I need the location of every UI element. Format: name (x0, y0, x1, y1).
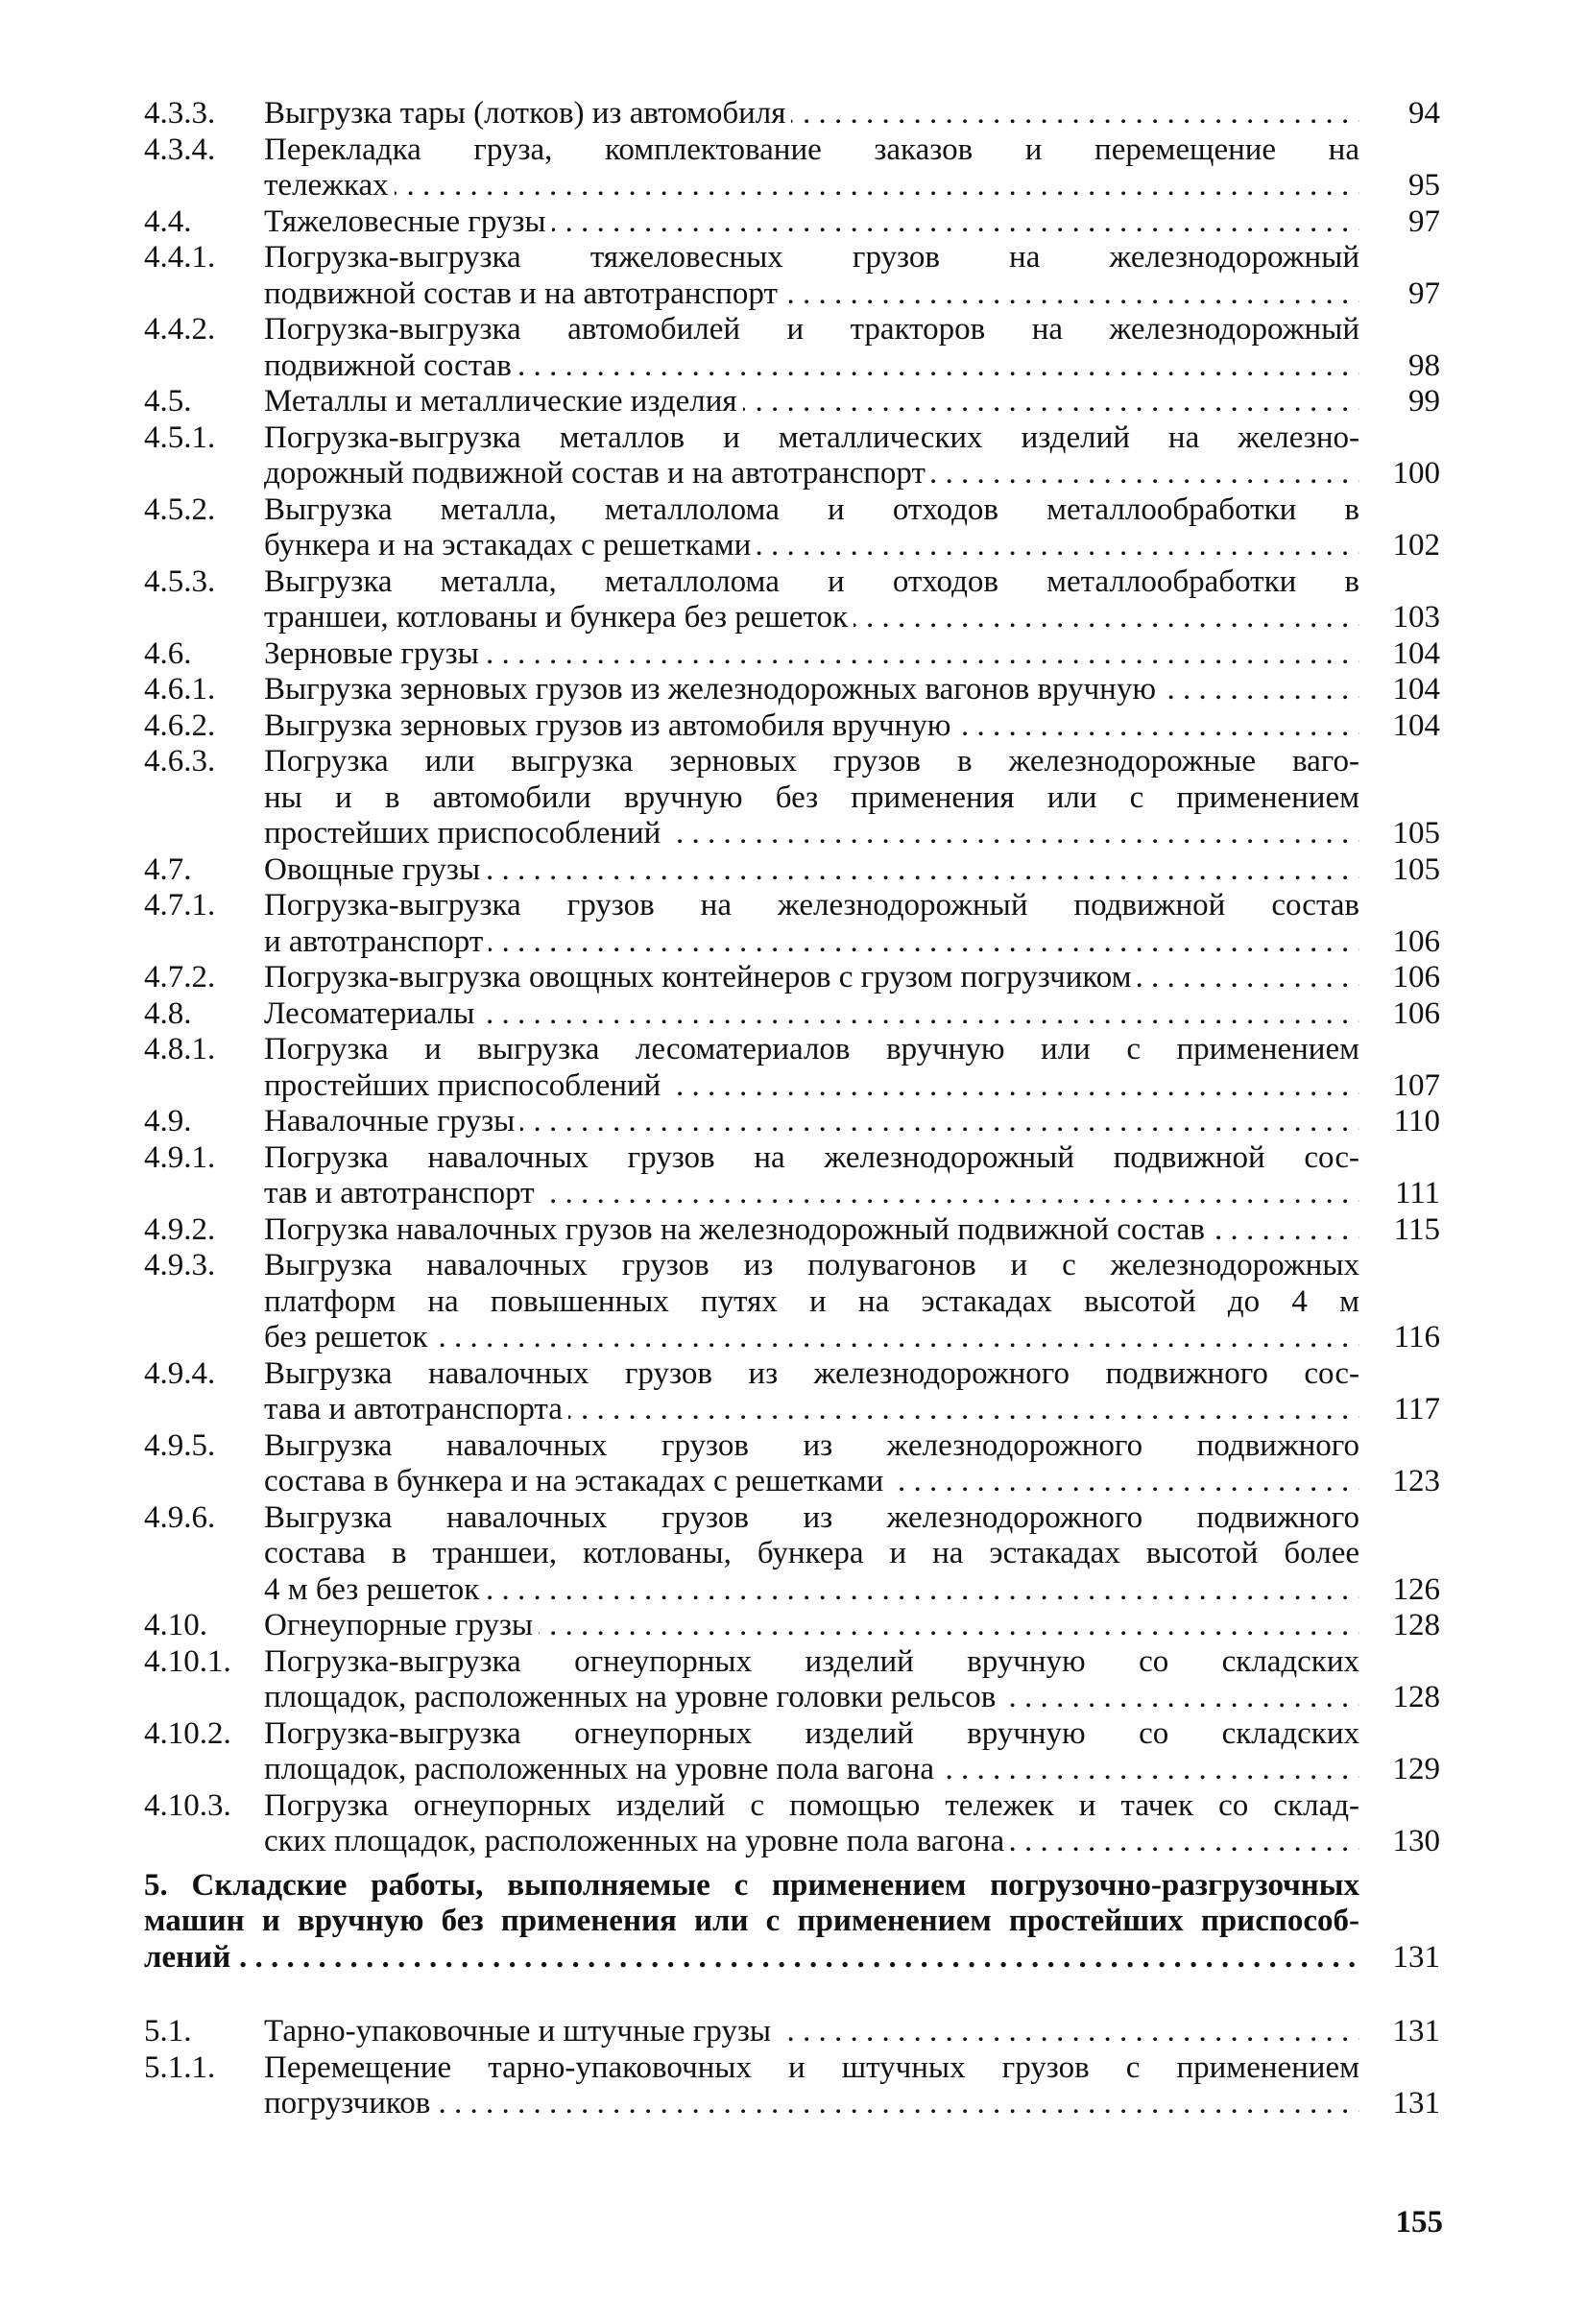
section-5-title (144, 1868, 1365, 1977)
toc-entry-title-text: Погрузка навалочных грузов на железнодорожный подвижной состав (264, 1212, 1211, 1247)
toc-entry-title-text: и автотранспорт (264, 924, 489, 959)
toc-section-4 (144, 96, 1440, 1860)
toc-entry-title (264, 564, 1365, 636)
toc-entry-page: 107 (1392, 1067, 1440, 1103)
toc-entry (144, 852, 1440, 889)
toc-entry-title-last-line (264, 996, 1359, 1033)
section-5-page: 131 (1392, 1939, 1440, 1975)
toc-entry-title (264, 1212, 1365, 1249)
toc-entry-page: 95 (1408, 168, 1440, 203)
toc-entry-page: 106 (1392, 923, 1440, 959)
toc-entry-title (264, 240, 1365, 312)
toc-entry-page: 104 (1392, 707, 1440, 743)
toc-entry-number: 4.9.5. (144, 1427, 216, 1463)
toc-entry (144, 132, 1440, 204)
toc-entry-number: 4.9.1. (144, 1139, 216, 1175)
toc-entry-title-text: простейших приспособлений (264, 1068, 666, 1103)
toc-entry-title (264, 1356, 1365, 1428)
toc-entry-title-line: платформ на повышенных путях и на эстакадах высотой до 4 м (264, 1283, 1359, 1319)
toc-entry-title-line: Выгрузка металла, металлолома и отходов металлообработки в (264, 491, 1359, 527)
toc-entry-title-last-line (264, 924, 1359, 961)
toc-entry-title-line: Выгрузка навалочных грузов из железнодорожного подвижного сос- (264, 1355, 1359, 1391)
toc-entry-title-text: ских площадок, расположенных на уровне пола вагона (264, 1824, 1010, 1858)
toc-entry (144, 1356, 1440, 1428)
toc-entry-title (264, 204, 1365, 241)
toc-entry-page: 97 (1408, 204, 1440, 239)
toc-entry-page: 97 (1408, 276, 1440, 311)
toc-entry-page: 103 (1392, 600, 1440, 635)
toc-entry-number: 4.7. (144, 851, 192, 887)
toc-entry-page: 99 (1408, 384, 1440, 419)
toc-entry-title-line: Перекладка груза, комплектование заказов и перемещение на (264, 132, 1359, 167)
toc-entry-title-last-line (264, 168, 1359, 204)
toc-entry (144, 492, 1440, 564)
toc-entry-title-text: тава и автотранспорта (264, 1392, 568, 1426)
toc-entry-number: 4.6.2. (144, 707, 216, 743)
toc-entry-page: 115 (1393, 1211, 1440, 1247)
toc-entry-title-text: бункера и на эстакадах с решетками (264, 528, 757, 563)
toc-entry-title-line: Погрузка-выгрузка автомобилей и тракторов на железнодорожный (264, 312, 1359, 347)
toc-entry-title-text: погрузчиков (264, 2086, 436, 2120)
toc-entry-title (264, 1032, 1365, 1104)
toc-entry-title (264, 960, 1365, 996)
toc-entry (144, 1608, 1440, 1644)
toc-entry-title-last-line (264, 96, 1359, 132)
toc-entry-title-line: Погрузка-выгрузка тяжеловесных грузов на железнодорожный (264, 240, 1359, 275)
toc-entry-number: 4.8. (144, 995, 192, 1031)
toc-entry-page: 128 (1392, 1608, 1440, 1642)
toc-entry-page: 126 (1392, 1571, 1440, 1607)
toc-entry-title (264, 1644, 1365, 1716)
toc-entry-title-last-line (264, 276, 1359, 313)
toc-entry-title (264, 1788, 1365, 1860)
toc-entry-number: 4.10.1. (144, 1643, 231, 1679)
toc-section-5-heading (144, 1868, 1440, 1977)
toc-entry-title-last-line (264, 1752, 1359, 1788)
toc-entry-title-last-line (264, 1464, 1359, 1500)
toc-entry (144, 240, 1440, 312)
toc-entry-title-last-line (264, 708, 1359, 745)
toc-entry-number: 4.9. (144, 1104, 192, 1138)
toc-entry-title-last-line (264, 600, 1359, 636)
toc-entry (144, 204, 1440, 241)
toc-entry-title (264, 1500, 1365, 1609)
toc-entry-page: 131 (1392, 2014, 1440, 2048)
section-5-title-text: лений (144, 1940, 236, 1975)
toc-entry-title (264, 2014, 1365, 2050)
toc-entry-title-line: Погрузка навалочных грузов на железнодорожный подвижной сос- (264, 1139, 1359, 1175)
toc-entry-page: 105 (1392, 851, 1440, 887)
toc-entry-title (264, 1104, 1365, 1140)
page-number: 155 (1395, 2205, 1443, 2240)
toc-entry-title-text: дорожный подвижной состав и на автотранспорт (264, 456, 931, 491)
toc-entry-page: 130 (1392, 1824, 1440, 1858)
toc-entry-title-text: площадок, расположенных на уровне головки рельсов (264, 1680, 1001, 1714)
toc-entry-page: 100 (1392, 456, 1440, 491)
toc-entry-number: 4.9.6. (144, 1499, 216, 1535)
section-5-title-last-line (144, 1940, 1359, 1977)
toc-entry-number: 4.7.1. (144, 888, 216, 922)
toc-entry-title-text: Выгрузка зерновых грузов из автомобиля вручную (264, 708, 956, 743)
toc-entry-title (264, 708, 1365, 745)
toc-entry-title-text: Огнеупорные грузы (264, 1608, 539, 1642)
section-5-title-line: машин и вручную без применения или с применением простейших приспособ- (144, 1904, 1359, 1938)
toc-entry-number: 4.4.2. (144, 312, 216, 347)
section-5-entry (144, 1868, 1440, 1977)
toc-entry-title-text: Выгрузка зерновых грузов из железнодорожных вагонов вручную (264, 672, 1162, 707)
toc-entry-page: 110 (1393, 1104, 1440, 1138)
toc-entry-number: 4.10.2. (144, 1715, 231, 1751)
toc-entry-number: 4.5.3. (144, 563, 216, 599)
toc-entry-title-text: без решеток (264, 1320, 433, 1354)
toc-entry-number: 4.5.2. (144, 491, 216, 527)
toc-entry (144, 420, 1440, 492)
toc-entry-title-line: Погрузка-выгрузка грузов на железнодорожный подвижной состав (264, 888, 1359, 922)
toc-entry-title-last-line (264, 1176, 1359, 1212)
toc-entry-title (264, 1248, 1365, 1356)
toc-entry-title-text: Погрузка-выгрузка овощных контейнеров с грузом погрузчиком (264, 960, 1138, 994)
toc-entry-title (264, 1716, 1365, 1788)
toc-entry-page: 129 (1392, 1752, 1440, 1786)
toc-entry-title-line: Погрузка-выгрузка огнеупорных изделий вручную со складских (264, 1715, 1359, 1751)
toc-entry (144, 96, 1440, 132)
toc-entry (144, 1644, 1440, 1716)
toc-entry-title-last-line (264, 816, 1359, 852)
toc-entry-title (264, 1140, 1365, 1212)
toc-entry-number: 4.3.4. (144, 132, 216, 167)
toc-entry (144, 1248, 1440, 1356)
toc-entry-title-last-line (264, 960, 1359, 996)
toc-entry-title-last-line (264, 2086, 1359, 2122)
toc-entry-page: 98 (1408, 347, 1440, 383)
toc-entry-page: 104 (1392, 635, 1440, 671)
toc-entry-title-text: 4 м без решеток (264, 1572, 485, 1607)
toc-entry (144, 2050, 1440, 2122)
toc-entry-title-line: Выгрузка навалочных грузов из железнодорожного подвижного (264, 1427, 1359, 1463)
toc-entry-number: 5.1. (144, 2014, 192, 2048)
toc-entry-title-line: Погрузка-выгрузка металлов и металлических изделий на железно- (264, 419, 1359, 455)
toc-entry-title-last-line (264, 1572, 1359, 1609)
toc-entry-title-last-line (264, 1824, 1359, 1860)
toc-entry-title-line: Перемещение тарно-упаковочных и штучных грузов с применением (264, 2049, 1359, 2085)
toc-entry-title-line: состава в траншеи, котлованы, бункера и на эстакадах высотой более (264, 1536, 1359, 1570)
toc-entry-title-text: Зерновые грузы (264, 636, 485, 671)
toc-entry-title-text: подвижной состав и на автотранспорт (264, 276, 783, 311)
toc-entry-title-line: ны и в автомобили вручную без применения или с применением (264, 779, 1359, 815)
table-of-contents (144, 96, 1440, 2122)
toc-entry-number: 5.1.1. (144, 2049, 216, 2085)
toc-entry (144, 1500, 1440, 1609)
toc-entry (144, 636, 1440, 673)
toc-entry-title-last-line (264, 204, 1359, 241)
toc-entry-title-last-line (264, 1608, 1359, 1644)
toc-entry-title-text: простейших приспособлений (264, 816, 666, 851)
toc-entry (144, 564, 1440, 636)
toc-entry-title-line: Погрузка и выгрузка лесоматериалов вручную или с применением (264, 1032, 1359, 1066)
section-gap (144, 1976, 1440, 2014)
toc-entry (144, 672, 1440, 708)
toc-entry-number: 4.7.2. (144, 960, 216, 994)
toc-entry-title-text: Навалочные грузы (264, 1104, 520, 1138)
toc-entry-number: 4.10.3. (144, 1787, 231, 1823)
toc-entry-title-text: тав и автотранспорт (264, 1176, 541, 1210)
toc-entry-title-text: Тарно-упаковочные и штучные грузы (264, 2014, 777, 2048)
toc-entry (144, 888, 1440, 960)
toc-entry-page: 94 (1408, 96, 1440, 131)
toc-entry (144, 384, 1440, 420)
toc-entry-page: 128 (1392, 1680, 1440, 1714)
section-5-title-line: 5. Складские работы, выполняемые с применением погрузочно-разгрузочных (144, 1867, 1359, 1903)
toc-entry (144, 1104, 1440, 1140)
toc-entry-number: 4.6.1. (144, 672, 216, 707)
toc-entry-title (264, 2050, 1365, 2122)
toc-section-5 (144, 2014, 1440, 2122)
toc-entry (144, 1716, 1440, 1788)
toc-entry-page: 111 (1394, 1176, 1440, 1210)
toc-entry-number: 4.5. (144, 384, 192, 419)
toc-entry-number: 4.6.3. (144, 744, 216, 779)
toc-entry-title-text: Овощные грузы (264, 852, 486, 887)
toc-entry (144, 1140, 1440, 1212)
toc-entry-number: 4.9.2. (144, 1211, 216, 1247)
toc-entry-page: 131 (1392, 2086, 1440, 2120)
toc-entry-title-line: Погрузка огнеупорных изделий с помощью тележек и тачек со склад- (264, 1787, 1359, 1823)
toc-entry-page: 102 (1392, 528, 1440, 563)
toc-entry-title (264, 420, 1365, 492)
toc-entry-title-text: Тяжеловесные грузы (264, 204, 552, 239)
toc-entry-title-last-line (264, 672, 1359, 708)
toc-entry-page: 106 (1392, 960, 1440, 994)
toc-entry-title-line: Погрузка-выгрузка огнеупорных изделий вручную со складских (264, 1643, 1359, 1679)
toc-entry-title-last-line (264, 1212, 1359, 1249)
toc-entry-title (264, 1428, 1365, 1500)
toc-entry-title-last-line (264, 528, 1359, 564)
toc-entry (144, 1428, 1440, 1500)
toc-entry-number: 4.4.1. (144, 240, 216, 275)
toc-entry-title (264, 996, 1365, 1033)
toc-entry-number: 4.3.3. (144, 96, 216, 131)
toc-entry (144, 996, 1440, 1033)
toc-entry-page: 104 (1392, 672, 1440, 707)
toc-entry-title-text: состава в бункера и на эстакадах с решетками (264, 1464, 889, 1498)
toc-entry-page: 116 (1393, 1320, 1440, 1354)
toc-entry (144, 2014, 1440, 2050)
toc-entry-title-last-line (264, 636, 1359, 673)
toc-entry-title-text: площадок, расположенных на уровне пола вагона (264, 1752, 940, 1786)
toc-entry (144, 1032, 1440, 1104)
toc-entry-title-last-line (264, 348, 1359, 385)
toc-entry-title (264, 96, 1365, 132)
toc-entry-title-last-line (264, 456, 1359, 492)
toc-entry-title (264, 132, 1365, 204)
toc-entry (144, 1788, 1440, 1860)
toc-entry-title (264, 636, 1365, 673)
toc-entry (144, 744, 1440, 852)
toc-entry-page: 123 (1392, 1464, 1440, 1498)
toc-entry-title (264, 312, 1365, 384)
toc-entry-number: 4.9.3. (144, 1248, 216, 1282)
toc-entry-title-text: Лесоматериалы (264, 996, 480, 1031)
toc-entry (144, 312, 1440, 384)
toc-entry-title-last-line (264, 1680, 1359, 1716)
toc-entry-number: 4.9.4. (144, 1355, 216, 1391)
toc-entry-title-last-line (264, 1104, 1359, 1140)
toc-entry-title-text: подвижной состав (264, 348, 517, 383)
toc-entry-title-line: Погрузка или выгрузка зерновых грузов в железнодорожные ваго- (264, 744, 1359, 779)
toc-entry-title-last-line (264, 1068, 1359, 1105)
toc-entry-page: 117 (1393, 1392, 1440, 1426)
toc-entry (144, 1212, 1440, 1249)
toc-entry-title-line: Выгрузка металла, металлолома и отходов металлообработки в (264, 563, 1359, 599)
toc-entry-number: 4.4. (144, 204, 192, 239)
toc-entry-number: 4.8.1. (144, 1032, 216, 1066)
toc-entry-number: 4.10. (144, 1608, 207, 1642)
toc-entry-title-last-line (264, 1392, 1359, 1428)
toc-entry-title-last-line (264, 384, 1359, 420)
toc-entry-title-text: траншеи, котлованы и бункера без решеток (264, 600, 854, 635)
toc-entry-title-last-line (264, 1320, 1359, 1356)
toc-entry-page: 105 (1392, 816, 1440, 851)
toc-entry-number: 4.5.1. (144, 419, 216, 455)
toc-entry-title-text: Металлы и металлические изделия (264, 384, 743, 419)
toc-entry (144, 708, 1440, 745)
toc-entry-title (264, 672, 1365, 708)
toc-entry-title-line: Выгрузка навалочных грузов из полувагонов и с железнодорожных (264, 1248, 1359, 1282)
toc-entry-number: 4.6. (144, 635, 192, 671)
toc-entry-page: 106 (1392, 995, 1440, 1031)
toc-entry-title-last-line (264, 852, 1359, 889)
toc-entry (144, 960, 1440, 996)
toc-entry-title (264, 384, 1365, 420)
toc-entry-title (264, 888, 1365, 960)
toc-entry-title-text: Выгрузка тары (лотков) из автомобиля (264, 96, 791, 131)
toc-entry-title-line: Выгрузка навалочных грузов из железнодорожного подвижного (264, 1499, 1359, 1535)
toc-entry-title-last-line (264, 2014, 1359, 2050)
toc-entry-title (264, 744, 1365, 852)
toc-entry-title-text: тележках (264, 168, 395, 203)
toc-entry-title (264, 852, 1365, 889)
toc-entry-title (264, 1608, 1365, 1644)
toc-entry-title (264, 492, 1365, 564)
